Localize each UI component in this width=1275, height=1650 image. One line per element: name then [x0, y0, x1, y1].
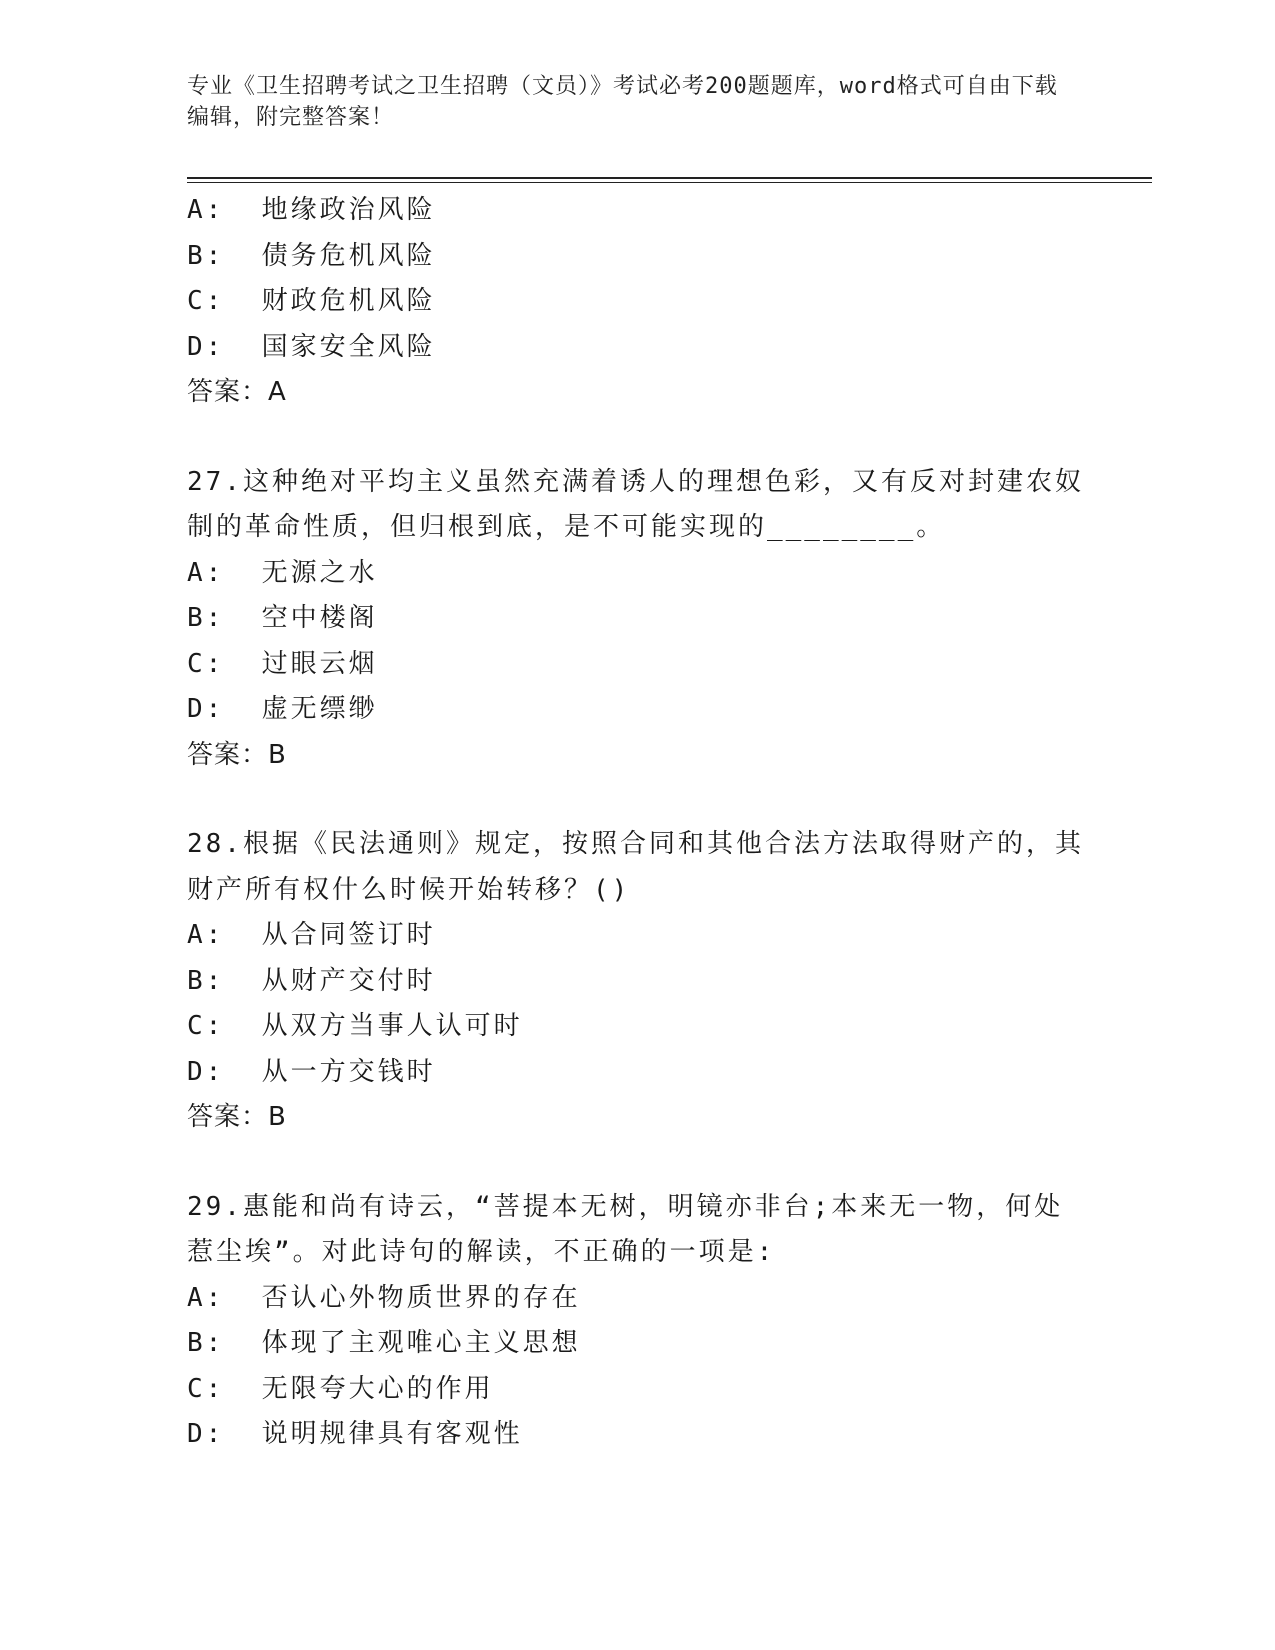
question-27: [187, 460, 1087, 779]
question-text: 29.惠能和尚有诗云，“菩提本无树，明镜亦非台;本来无一物，何处: [187, 1191, 1064, 1222]
answer-line: 答案：A: [187, 377, 287, 407]
option-c: C: 从双方当事人认可时: [187, 1011, 523, 1041]
question-29: [187, 1185, 1087, 1458]
option-d: D: 说明规律具有客观性: [187, 1419, 523, 1449]
question-28: [187, 822, 1087, 1141]
answer-line: 答案：B: [187, 739, 287, 770]
option-a: A: 无源之水: [187, 557, 378, 588]
option-a: A: 从合同签订时: [187, 920, 436, 950]
question-text: 27.这种绝对平均主义虽然充满着诱人的理想色彩，又有反对封建农奴: [187, 466, 1084, 497]
answer-line: 答案：B: [187, 1102, 287, 1132]
option-c: C: 无限夸大心的作用: [187, 1373, 494, 1404]
option-d: D: 国家安全风险: [187, 331, 436, 362]
option-c: C: 财政危机风险: [187, 286, 436, 316]
option-b: B: 体现了主观唯心主义思想: [187, 1328, 581, 1358]
header-divider-thick: [187, 177, 1152, 179]
option-b: B: 从财产交付时: [187, 965, 436, 996]
header-divider-thin: [187, 182, 1152, 183]
question-text-cont: 惹尘埃”。对此诗句的解读，不正确的一项是:: [187, 1237, 776, 1267]
question-text-cont: 财产所有权什么时候开始转移？(): [187, 874, 631, 905]
document-header: 专业《卫生招聘考试之卫生招聘（文员）》考试必考200题题库，word格式可自由下载编辑，附完整答案！: [187, 74, 1058, 130]
question-text: 28.根据《民法通则》规定，按照合同和其他合法方法取得财产的，其: [187, 829, 1084, 859]
option-c: C: 过眼云烟: [187, 648, 378, 679]
question-text-cont: 制的革命性质，但归根到底，是不可能实现的________。: [187, 512, 946, 542]
option-a: A: 否认心外物质世界的存在: [187, 1282, 581, 1313]
question-list: [187, 188, 1087, 1458]
option-a: A: 地缘政治风险: [187, 195, 436, 225]
question-26-tail: [187, 188, 1087, 416]
option-b: B: 债务危机风险: [187, 240, 436, 271]
option-d: D: 从一方交钱时: [187, 1056, 436, 1087]
option-b: B: 空中楼阁: [187, 603, 378, 633]
option-d: D: 虚无缥缈: [187, 694, 378, 724]
